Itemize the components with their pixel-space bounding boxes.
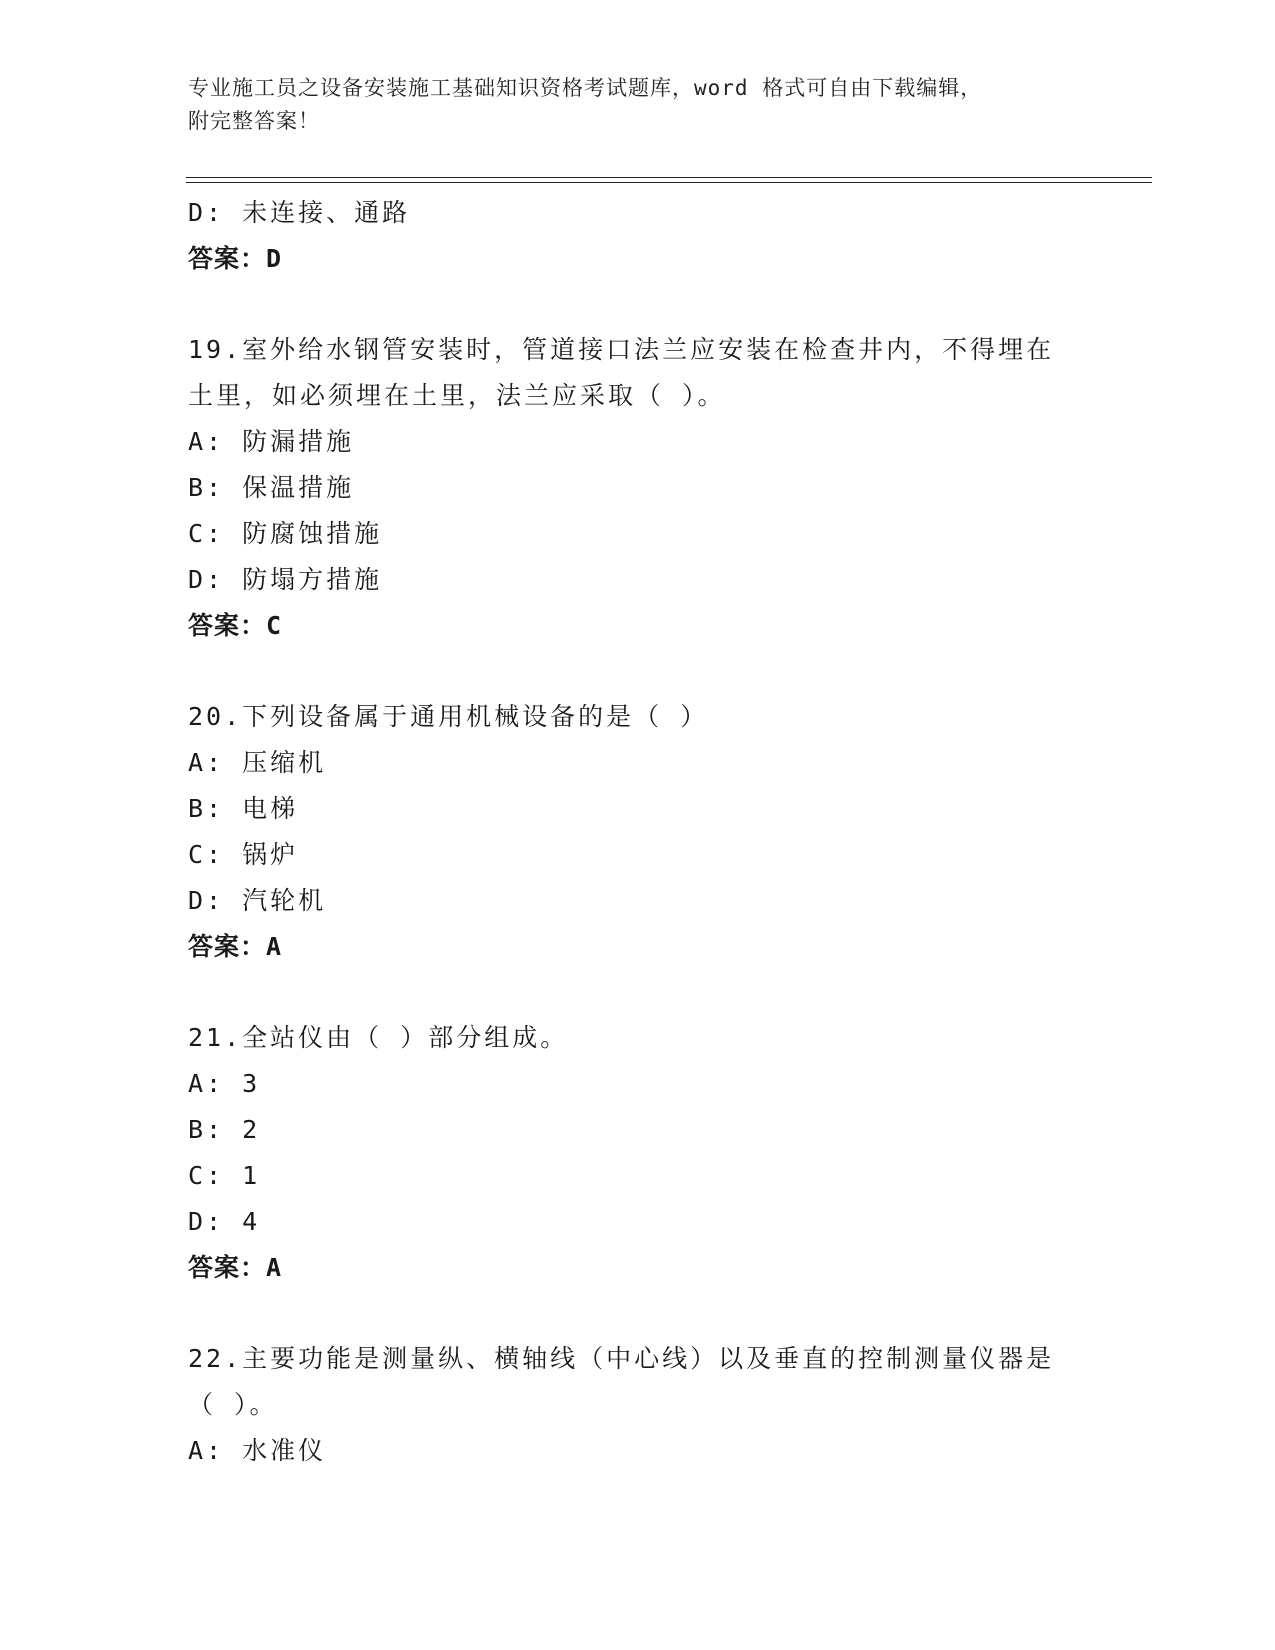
answer-option: A: 3 [188, 1069, 261, 1098]
correct-answer: 答案：A [188, 1253, 283, 1282]
answer-option: A: 防漏措施 [188, 427, 355, 456]
answer-option: A: 压缩机 [188, 748, 327, 777]
header-divider-bottom [186, 182, 1152, 183]
block-spacer [188, 1291, 1088, 1336]
answer-option: C: 防腐蚀措施 [188, 519, 383, 548]
answer-option: A: 水准仪 [188, 1436, 327, 1465]
question-text: （ ）。 [188, 1390, 278, 1419]
question-block [188, 1015, 1088, 1291]
answer-option: B: 电梯 [188, 794, 299, 823]
correct-answer: 答案：A [188, 932, 283, 961]
header-line-1: 专业施工员之设备安装施工基础知识资格考试题库，word 格式可自由下载编辑， [188, 76, 983, 100]
answer-option: C: 1 [188, 1161, 261, 1190]
correct-answer: 答案：D [188, 244, 283, 273]
question-block [188, 327, 1088, 649]
question-text: 19.室外给水钢管安装时，管道接口法兰应安装在检查井内，不得埋在 [188, 335, 1055, 364]
question-list [188, 190, 1088, 1474]
question-block [188, 1336, 1088, 1474]
answer-option: C: 锅炉 [188, 840, 299, 869]
question-text: 20.下列设备属于通用机械设备的是（ ） [188, 702, 709, 731]
question-text: 土里，如必须埋在土里，法兰应采取（ ）。 [188, 381, 726, 410]
header-line-2: 附完整答案！ [188, 109, 320, 133]
question-text: 21.全站仪由（ ）部分组成。 [188, 1023, 569, 1052]
header-divider-top [186, 177, 1152, 178]
block-spacer [188, 649, 1088, 694]
answer-option: B: 2 [188, 1115, 261, 1144]
answer-option: B: 保温措施 [188, 473, 355, 502]
question-block [188, 694, 1088, 970]
block-spacer [188, 282, 1088, 327]
document-header [188, 72, 1088, 138]
answer-option: D: 4 [188, 1207, 261, 1236]
answer-option: D: 汽轮机 [188, 886, 327, 915]
block-spacer [188, 970, 1088, 1015]
question-block [188, 190, 1088, 282]
correct-answer: 答案：C [188, 611, 283, 640]
answer-option: D: 防塌方措施 [188, 565, 383, 594]
question-text: 22.主要功能是测量纵、横轴线（中心线）以及垂直的控制测量仪器是 [188, 1344, 1055, 1373]
answer-option: D: 未连接、通路 [188, 198, 411, 227]
